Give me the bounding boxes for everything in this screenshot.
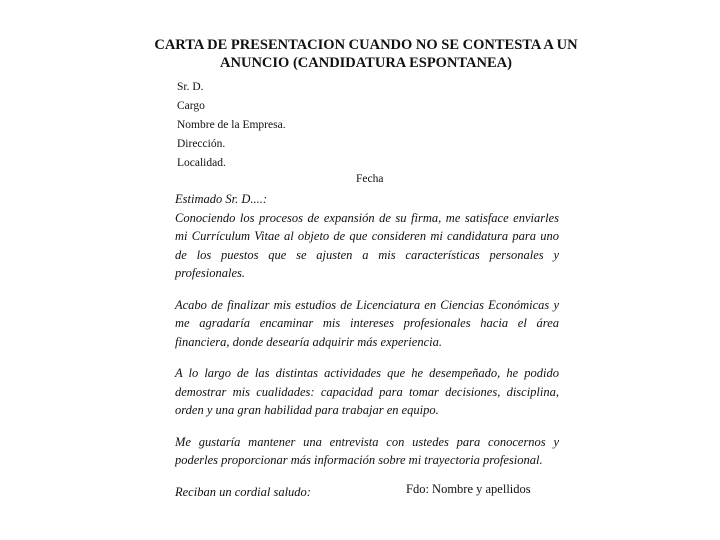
letter-title — [150, 36, 582, 72]
signature-line: Fdo: Nombre y apellidos — [406, 482, 531, 496]
recipient-address: Dirección. — [177, 138, 226, 150]
date-label: Fecha — [356, 173, 384, 185]
closing: Reciban un cordial saludo: — [175, 484, 311, 499]
recipient-position: Cargo — [177, 100, 205, 112]
paragraph-1: Conociendo los procesos de expansión de su firma, me satisface enviarles mi Currículum Vitae al objeto de que consideren mi candidatura para uno de los puestos que se ajusten a mis características personales y profesionales. — [175, 210, 559, 280]
letter-body — [175, 190, 559, 501]
paragraph-3: A lo largo de las distintas actividades que he desempeñado, he podido demostrar mis cualidades: capacidad para tomar decisiones, disciplina, orden y una gran habilidad para trabajar en equipo. — [175, 366, 559, 417]
greeting: Estimado Sr. D....: — [175, 192, 268, 206]
recipient-city: Localidad. — [177, 157, 226, 169]
title-line-1: CARTA DE PRESENTACION CUANDO NO SE CONTESTA A UN — [154, 37, 578, 53]
recipient-block — [177, 78, 286, 173]
paragraph-4: Me gustaría mantener una entrevista con ustedes para conocernos y poderles proporcionar más información sobre mi trayectoria profesional. — [175, 434, 559, 467]
paragraph-2: Acabo de finalizar mis estudios de Licenciatura en Ciencias Económicas y me agradaría encaminar mis intereses profesionales hacia el área financiera, donde desearía adquirir más experiencia. — [175, 297, 559, 349]
recipient-name: Sr. D. — [177, 81, 204, 93]
title-line-2: ANUNCIO (CANDIDATURA ESPONTANEA) — [220, 55, 512, 71]
recipient-company: Nombre de la Empresa. — [177, 119, 286, 131]
